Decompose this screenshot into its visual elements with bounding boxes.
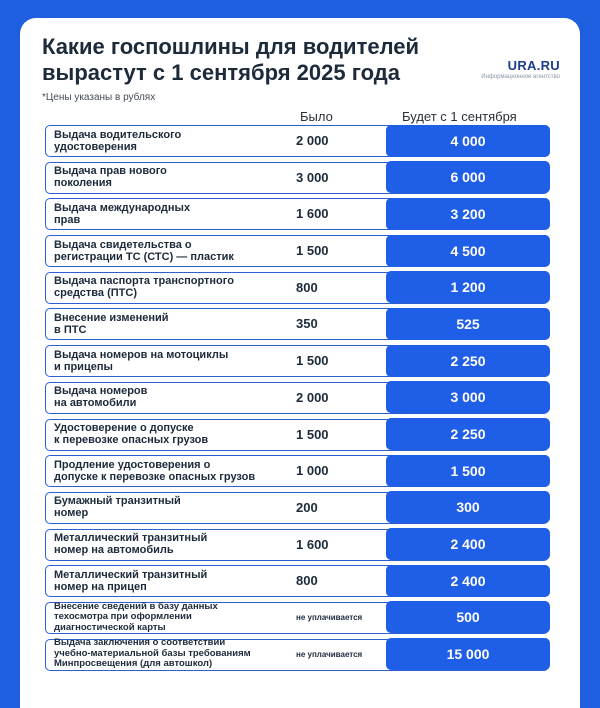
title-line-1: Какие госпошлины для водителей — [42, 34, 420, 59]
ura-logo — [481, 58, 560, 80]
new-price: 300 — [386, 491, 550, 523]
row-label: Продление удостоверения о допуске к перевозке опасных грузов — [54, 458, 256, 483]
old-price: 200 — [296, 499, 318, 515]
old-price: 1 500 — [296, 426, 329, 442]
table-row — [45, 162, 549, 194]
logo-subtitle: Информационное агентство — [481, 74, 560, 80]
logo-text: URA.RU — [507, 58, 560, 73]
currency-note: *Цены указаны в рублях — [42, 92, 156, 103]
fee-table — [45, 125, 549, 675]
row-label: Выдача заключения о соответствии учебно-материальной базы требованиям Минпросвещения (для автошкол) — [54, 637, 251, 670]
new-price: 3 200 — [386, 198, 550, 230]
new-price: 3 000 — [386, 381, 550, 413]
table-row — [45, 345, 549, 377]
new-price: 525 — [386, 308, 550, 340]
row-label: Удостоверение о допуске к перевозке опасных грузов — [54, 422, 209, 446]
table-row — [45, 419, 549, 451]
table-row — [45, 455, 549, 487]
table-row — [45, 565, 549, 597]
row-label: Выдача свидетельства о регистрации ТС (СТС) — пластик — [54, 238, 234, 263]
new-price: 500 — [386, 601, 550, 633]
old-price: 1 500 — [296, 353, 329, 369]
new-price: 6 000 — [386, 161, 550, 193]
old-price: 350 — [296, 316, 318, 332]
row-label: Внесение сведений в базу данных техосмотра при оформлении диагностической карты — [54, 600, 218, 633]
row-label: Выдача паспорта транспортного средства (ПТС) — [54, 275, 234, 300]
new-price: 2 250 — [386, 345, 550, 377]
old-price: 800 — [296, 279, 318, 295]
table-row — [45, 602, 549, 634]
table-row — [45, 308, 549, 340]
old-price: 1 500 — [296, 243, 329, 259]
old-price: 1 600 — [296, 206, 329, 222]
page-title — [42, 34, 482, 86]
new-price: 1 200 — [386, 271, 550, 303]
row-label: Внесение изменений в ПТС — [54, 311, 169, 336]
row-label: Выдача водительского удостоверения — [54, 128, 182, 153]
old-price: 1 600 — [296, 536, 329, 552]
row-label: Выдача международных прав — [54, 201, 191, 226]
old-price: 800 — [296, 573, 318, 589]
row-label: Металлический транзитный номер на прицеп — [54, 568, 208, 593]
old-price: 2 000 — [296, 133, 329, 148]
new-price: 2 400 — [386, 528, 550, 560]
table-row — [45, 198, 549, 230]
old-price: 3 000 — [296, 169, 329, 185]
row-label: Выдача номеров на автомобили — [54, 385, 148, 410]
table-row — [45, 492, 549, 524]
new-price: 2 400 — [386, 565, 550, 597]
new-price: 2 250 — [386, 418, 550, 450]
new-price: 4 500 — [386, 235, 550, 267]
table-row — [45, 639, 549, 671]
table-row — [45, 272, 549, 304]
table-row — [45, 125, 549, 157]
column-header-will: Будет с 1 сентября — [402, 109, 517, 124]
old-price: не уплачивается — [296, 649, 363, 659]
new-price: 4 000 — [386, 125, 550, 157]
row-label: Выдача номеров на мотоциклы и прицепы — [54, 348, 229, 373]
new-price: 15 000 — [386, 638, 550, 670]
row-label: Металлический транзитный номер на автомобиль — [54, 532, 208, 557]
old-price: 1 000 — [296, 463, 329, 479]
new-price: 1 500 — [386, 455, 550, 487]
old-price: 2 000 — [296, 389, 329, 405]
table-row — [45, 529, 549, 561]
row-label: Выдача прав нового поколения — [54, 165, 167, 190]
fee-card — [20, 18, 580, 708]
old-price: не уплачивается — [296, 612, 363, 622]
column-header-was: Было — [300, 109, 333, 124]
title-line-2: вырастут с 1 сентября 2025 года — [42, 60, 400, 85]
table-row — [45, 382, 549, 414]
row-label: Бумажный транзитный номер — [54, 495, 181, 520]
table-row — [45, 235, 549, 267]
